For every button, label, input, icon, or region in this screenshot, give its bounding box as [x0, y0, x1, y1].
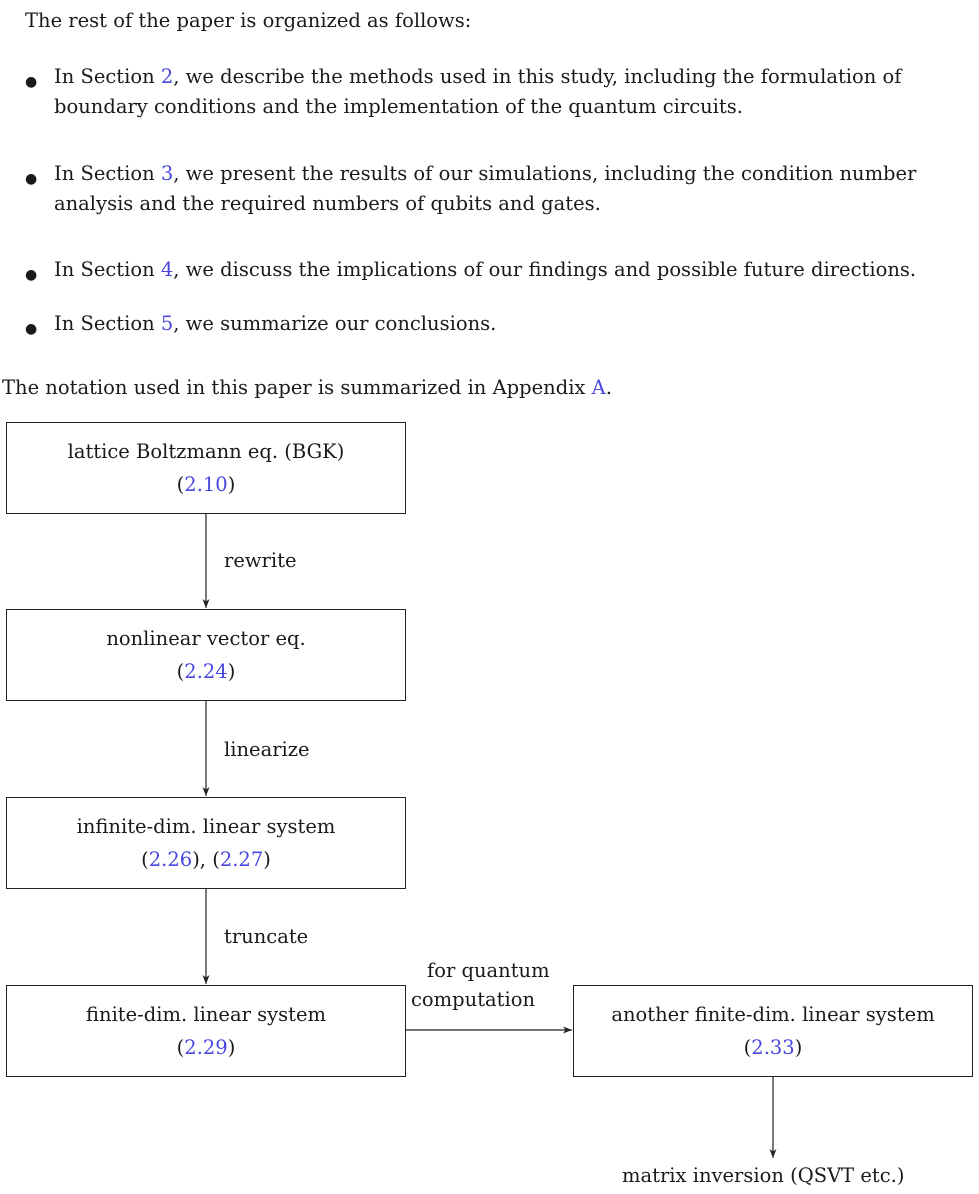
box-equation-ref: (2.24): [176, 660, 236, 683]
list-item: In Section 3, we present the results of our simulations, including the condition number analysis and the required numbers of qubits and gates.: [54, 162, 917, 216]
box-title: finite-dim. linear system: [86, 1002, 326, 1026]
equation-link[interactable]: 2.26: [148, 848, 193, 871]
matrix-inversion-label: matrix inversion (QSVT etc.): [622, 1164, 905, 1187]
edge-label-linearize: linearize: [224, 738, 310, 761]
section-link[interactable]: 2: [160, 65, 174, 88]
box-lattice-boltzmann: [6, 422, 406, 514]
bullet-dot: ●: [25, 74, 38, 90]
equation-link[interactable]: 2.27: [219, 848, 264, 871]
list-item: In Section 2, we describe the methods used in this study, including the formulation of boundary conditions and the implementation of the quantum circuits.: [54, 65, 902, 119]
list-item: In Section 4, we discuss the implications of our findings and possible future directions.: [54, 258, 917, 281]
edge-label-rewrite: rewrite: [224, 549, 297, 572]
bullet-dot: ●: [25, 267, 38, 283]
box-infinite-dim: [6, 797, 406, 889]
equation-link[interactable]: 2.10: [184, 473, 228, 496]
edge-label-truncate: truncate: [224, 925, 309, 948]
box-another-finite-dim: [573, 985, 973, 1077]
box-title: nonlinear vector eq.: [106, 626, 306, 650]
box-nonlinear-vector: [6, 609, 406, 701]
box-equation-ref: (2.10): [176, 473, 236, 496]
equation-link[interactable]: 2.24: [184, 660, 228, 683]
box-finite-dim: [6, 985, 406, 1077]
box-equation-ref: (2.33): [743, 1036, 803, 1059]
box-equation-ref: (2.26), (2.27): [141, 848, 271, 871]
equation-link[interactable]: 2.29: [184, 1036, 228, 1059]
notation-text: The notation used in this paper is summarized in Appendix A.: [2, 376, 612, 399]
appendix-link[interactable]: A: [591, 376, 606, 399]
section-link[interactable]: 4: [160, 258, 174, 281]
list-item: In Section 5, we summarize our conclusions.: [54, 312, 497, 335]
bullet-dot: ●: [25, 171, 38, 187]
edge-label-quantum-line2: computation: [411, 988, 536, 1011]
box-title: another finite-dim. linear system: [611, 1002, 935, 1026]
equation-link[interactable]: 2.33: [751, 1036, 795, 1059]
box-title: lattice Boltzmann eq. (BGK): [67, 439, 345, 463]
section-link[interactable]: 5: [160, 312, 174, 335]
box-equation-ref: (2.29): [176, 1036, 236, 1059]
box-title: infinite-dim. linear system: [76, 814, 336, 838]
intro-text: The rest of the paper is organized as follows:: [25, 9, 472, 32]
bullet-dot: ●: [25, 321, 38, 337]
section-link[interactable]: 3: [160, 162, 174, 185]
edge-label-quantum-line1: for quantum: [427, 959, 550, 982]
